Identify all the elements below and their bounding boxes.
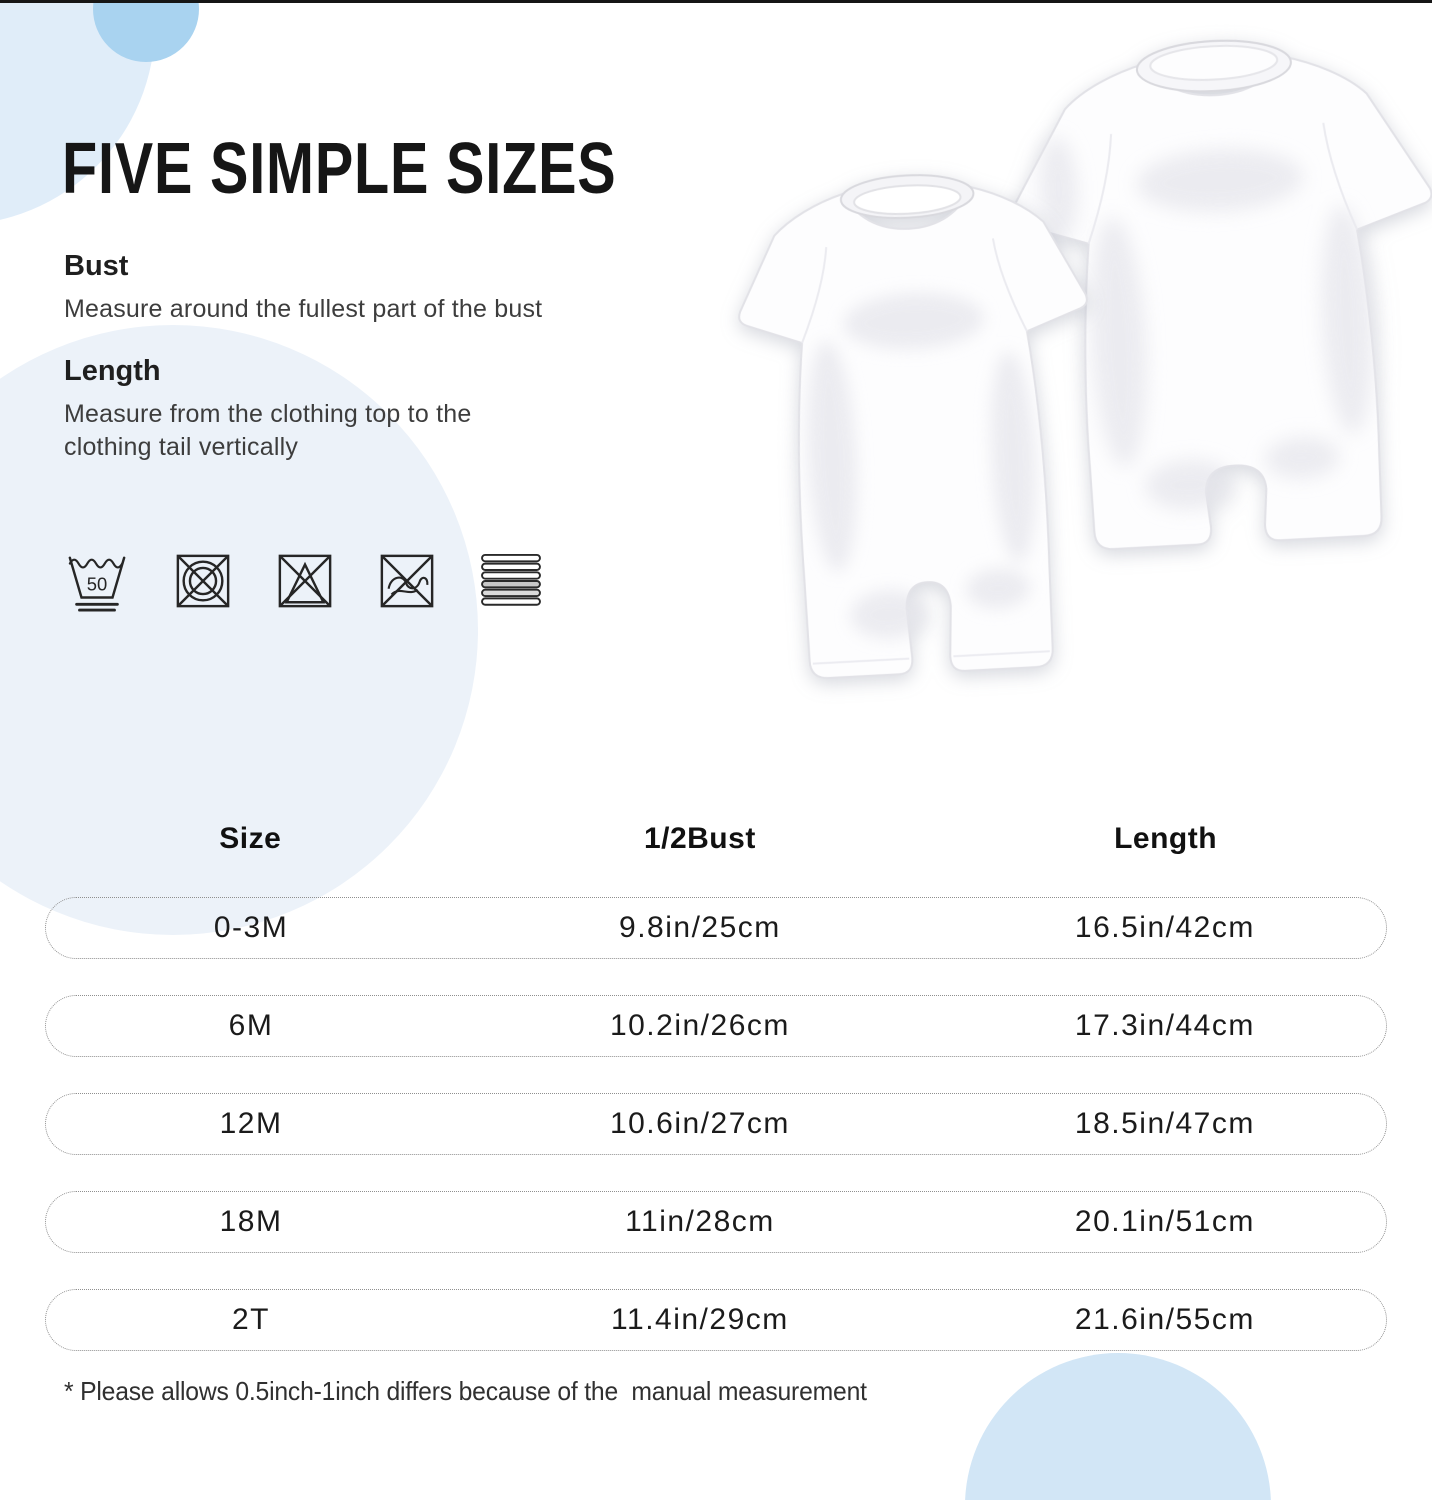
bust-description: Measure around the fullest part of the bust xyxy=(64,295,543,323)
do-not-wring-icon xyxy=(378,552,436,610)
bust-term: Bust xyxy=(64,250,129,282)
column-header-size: Size xyxy=(219,822,282,855)
machine-wash-50-icon xyxy=(64,549,130,613)
cell-length: 20.1in/51cm xyxy=(1074,1205,1255,1238)
cell-size: 12M xyxy=(219,1107,283,1140)
column-header-half-bust: 1/2Bust xyxy=(643,822,756,855)
do-not-tumble-dry-icon xyxy=(174,552,232,610)
length-term: Length xyxy=(64,355,161,387)
cell-half-bust: 9.8in/25cm xyxy=(619,911,781,944)
cell-size: 2T xyxy=(232,1303,271,1336)
table-row-12m xyxy=(45,1093,1387,1155)
cell-length: 21.6in/55cm xyxy=(1074,1303,1255,1336)
table-row-2t xyxy=(45,1289,1387,1351)
cell-half-bust: 11.4in/29cm xyxy=(611,1303,789,1336)
cell-half-bust: 10.2in/26cm xyxy=(609,1009,790,1042)
cell-size: 0-3M xyxy=(213,911,289,944)
romper-front-image xyxy=(724,141,1116,742)
cell-half-bust: 10.6in/27cm xyxy=(609,1107,790,1140)
table-row-18m xyxy=(45,1191,1387,1253)
size-table-header xyxy=(45,822,1387,856)
column-header-length: Length xyxy=(1114,822,1218,855)
wash-temp-label: 50 xyxy=(86,573,108,595)
cell-length: 17.3in/44cm xyxy=(1074,1009,1255,1042)
cell-half-bust: 11in/28cm xyxy=(625,1205,775,1238)
top-border-line xyxy=(0,0,1432,3)
measurement-disclaimer: * Please allows 0.5inch-1inch differs because of the manual measurement xyxy=(64,1376,867,1406)
cell-size: 18M xyxy=(219,1205,283,1238)
page-title: FIVE SIMPLE SIZES xyxy=(62,129,617,209)
cell-length: 18.5in/47cm xyxy=(1074,1107,1255,1140)
table-row-6m xyxy=(45,995,1387,1057)
cell-size: 6M xyxy=(228,1009,274,1042)
table-row-0-3m xyxy=(45,897,1387,959)
do-not-bleach-icon xyxy=(276,552,334,610)
cell-length: 16.5in/42cm xyxy=(1074,911,1255,944)
length-description: Measure from the clothing top to the clothing tail vertically xyxy=(64,400,472,461)
size-table-body xyxy=(45,897,1387,1387)
dry-flat-icon xyxy=(480,553,542,609)
care-symbols-row xyxy=(64,549,542,613)
